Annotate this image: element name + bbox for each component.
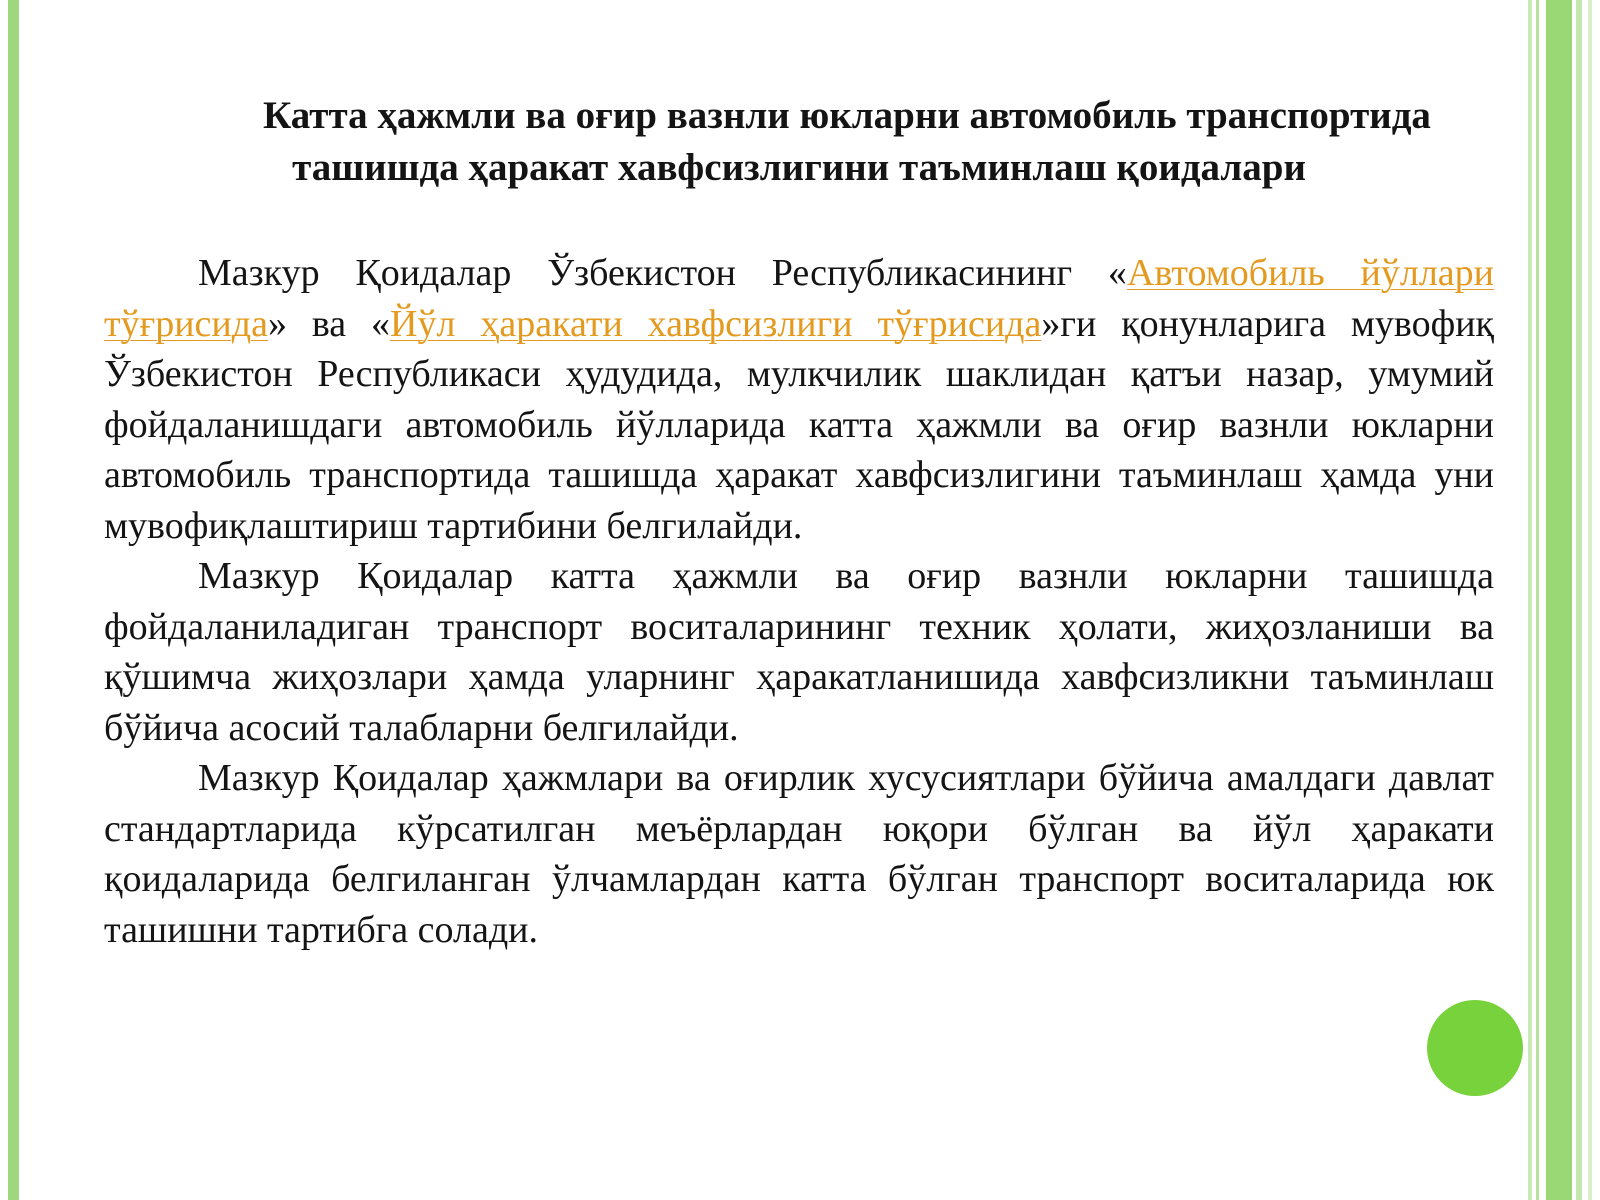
paragraph-1 — [104, 248, 1494, 551]
right-border-stripe — [1576, 0, 1582, 1200]
right-border-stripe — [1588, 0, 1592, 1200]
slide-body — [104, 248, 1494, 955]
right-border-stripe — [1536, 0, 1539, 1200]
green-circle-decoration — [1427, 1000, 1523, 1096]
left-border-stripe — [8, 0, 19, 1200]
law-link-roads[interactable]: Автомобиль йўллари тўғрисида — [104, 252, 1494, 345]
paragraph-2: Мазкур Қоидалар катта ҳажмли ва оғир вазнли юкларни ташишда фойдаланиладиган транспорт воситаларининг техник ҳолати, жиҳозланиши ва қўшимча жиҳозлари ҳамда уларнинг ҳаракатланишида хавфсизликни таъминлаш бўйича асосий талабларни белгилайди. — [104, 555, 1494, 749]
paragraph-1-rest: »ги қонунларига мувофиқ Ўзбекистон Республикаси ҳудудида, мулкчилик шаклидан қатъи назар, умумий фойдаланишдаги автомобиль йўлларида катта ҳажмли ва оғир вазнли юкларни автомобиль транспортида ташишда ҳаракат хавфсизлигини таъминлаш ҳамда уни мувофиқлаштириш тартибини белгилайди. — [104, 302, 1494, 547]
right-border-stripe — [1528, 0, 1532, 1200]
paragraph-1-between: » ва « — [267, 302, 391, 345]
paragraph-1-intro: Мазкур Қоидалар Ўзбекистон Республикасининг « — [198, 252, 1127, 294]
paragraph-3: Мазкур Қоидалар ҳажмлари ва оғирлик хусусиятлари бўйича амалдаги давлат стандартларида кўрсатилган меъёрлардан юқори бўлган ва йўл ҳаракати қоидаларида белгиланган ўлчамлардан катта бўлган транспорт воситаларида юк ташишни тартибга солади. — [104, 757, 1494, 951]
slide-title: Катта ҳажмли ва оғир вазнли юкларни автомобиль транспортида ташишда ҳаракат хавфсизлигини таъминлаш қоидалари — [263, 94, 1431, 189]
right-border-stripe — [1546, 0, 1572, 1200]
law-link-traffic-safety[interactable]: Йўл ҳаракати хавфсизлиги тўғрисида — [390, 302, 1042, 345]
